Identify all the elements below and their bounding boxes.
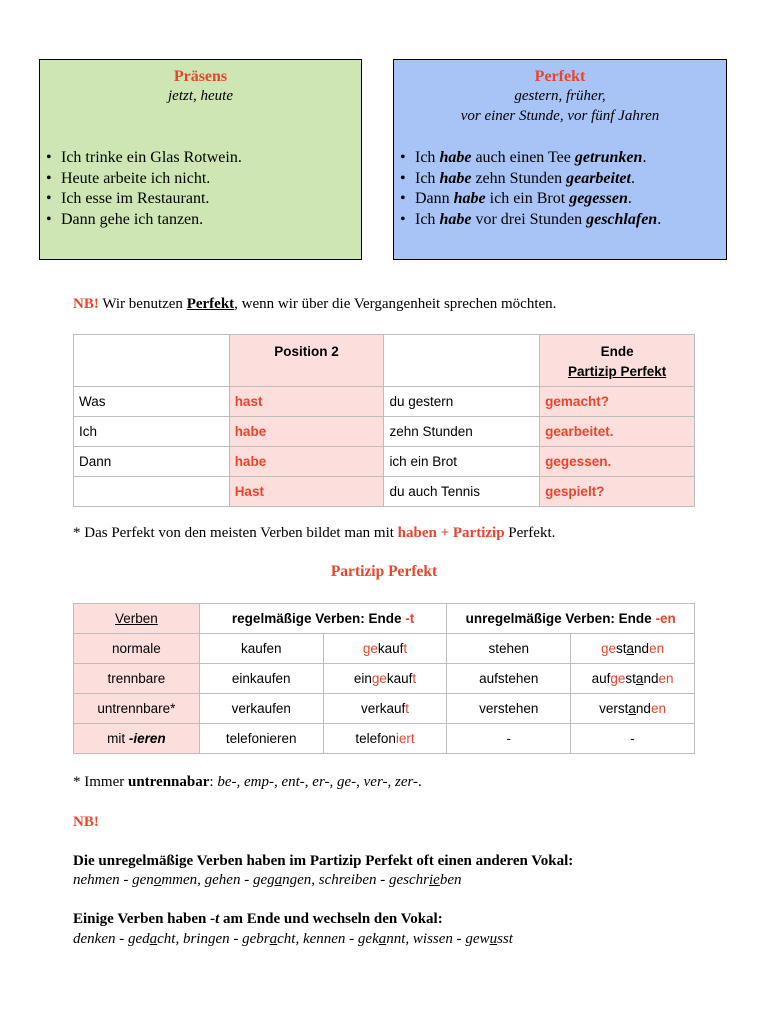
list-item: • Ich habe zehn Stunden gearbeitet. bbox=[400, 169, 661, 190]
praesens-subtitle: jetzt, heute bbox=[168, 88, 233, 104]
header-regelmaessig: regelmäßige Verben: Ende -t bbox=[199, 604, 447, 634]
list-item: • Ich esse im Restaurant. bbox=[46, 189, 242, 210]
list-item: • Ich habe vor drei Stunden geschlafen. bbox=[400, 210, 661, 231]
header-position-2: Position 2 bbox=[229, 335, 384, 387]
table-row: normale kaufen gekauft stehen gestanden bbox=[74, 634, 695, 664]
nb-perfekt-note: NB! Wir benutzen Perfekt, wenn wir über die Vergangenheit sprechen möchten. bbox=[73, 296, 557, 312]
sentence-position-table bbox=[73, 334, 695, 507]
table-row: untrennbare* verkaufen verkauft verstehen verstanden bbox=[74, 694, 695, 724]
partizip-table bbox=[73, 603, 695, 754]
list-item: • Dann habe ich ein Brot gegessen. bbox=[400, 189, 661, 210]
header-verben: Verben bbox=[74, 604, 200, 634]
perfekt-formation-note: * Das Perfekt von den meisten Verben bildet man mit haben + Partizip Perfekt. bbox=[73, 525, 556, 541]
perfekt-box bbox=[393, 59, 727, 260]
praesens-box bbox=[39, 59, 362, 260]
list-item: • Dann gehe ich tanzen. bbox=[46, 210, 242, 231]
table-header-row bbox=[74, 604, 695, 634]
table-row: Dann habe ich ein Brot gegessen. bbox=[74, 447, 695, 477]
untrennbar-note: * Immer untrennabar: be-, emp-, ent-, er-, ge-, ver-, zer-. bbox=[73, 774, 422, 790]
nb-vokal-heading: NB! bbox=[73, 814, 99, 830]
perfekt-list bbox=[400, 148, 661, 230]
perfekt-subtitle-2: vor einer Stunde, vor fünf Jahren bbox=[460, 108, 660, 124]
perfekt-title: Perfekt bbox=[534, 68, 586, 85]
vokal-rule-1: Die unregelmäßige Verben haben im Partizip Perfekt oft einen anderen Vokal: bbox=[73, 853, 574, 869]
vokal-examples-2: denken - gedacht, bringen - gebracht, kennen - gekannt, wissen - gewusst bbox=[73, 931, 513, 947]
table-row: Hast du auch Tennis gespielt? bbox=[74, 477, 695, 507]
header-ende: Ende Partizip Perfekt bbox=[540, 335, 695, 387]
vokal-rule-2: Einige Verben haben -t am Ende und wechseln den Vokal: bbox=[73, 911, 443, 927]
perfekt-subtitle-1: gestern, früher, bbox=[514, 88, 606, 104]
praesens-list bbox=[46, 148, 242, 230]
partizip-perfekt-title: Partizip Perfekt bbox=[330, 563, 438, 580]
table-row: mit -ieren telefonieren telefoniert - - bbox=[74, 724, 695, 754]
vokal-examples-1: nehmen - genommen, gehen - gegangen, schreiben - geschrieben bbox=[73, 872, 462, 888]
table-row: Ich habe zehn Stunden gearbeitet. bbox=[74, 417, 695, 447]
header-unregelmaessig: unregelmäßige Verben: Ende -en bbox=[447, 604, 695, 634]
list-item: • Ich habe auch einen Tee getrunken. bbox=[400, 148, 661, 169]
list-item: • Ich trinke ein Glas Rotwein. bbox=[46, 148, 242, 169]
praesens-title: Präsens bbox=[173, 68, 228, 85]
table-row: Was hast du gestern gemacht? bbox=[74, 387, 695, 417]
table-row: trennbare einkaufen eingekauft aufstehen aufgestanden bbox=[74, 664, 695, 694]
list-item: • Heute arbeite ich nicht. bbox=[46, 169, 242, 190]
table-header-row bbox=[74, 335, 695, 387]
